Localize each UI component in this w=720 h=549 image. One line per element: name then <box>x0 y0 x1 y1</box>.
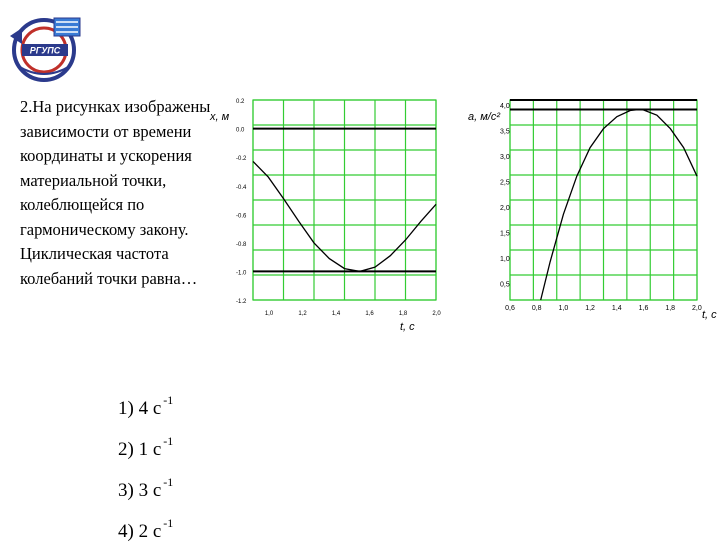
chart1-x-tick-label: 1,6 <box>365 311 374 317</box>
chart2-x-tick-label: 1,4 <box>611 305 622 312</box>
logo-text: РГУПС <box>29 45 61 56</box>
chart1-y-tick-label: -0.4 <box>236 184 247 191</box>
chart2-y-tick-label: 1,0 <box>500 256 510 263</box>
chart2-y-tick-label: 4,0 <box>500 103 510 110</box>
chart1-x-tick-label: 2,0 <box>432 311 441 317</box>
chart1-x-tick-label: 1,8 <box>398 311 408 317</box>
question-body: На рисунках изображены зависимости от времени координаты и ускорения материальной точки, колеблющейся по гармоническому закону. Циклическая частота колебаний точки равна… <box>20 97 211 288</box>
chart2-y-axis-label: a, м/с² <box>468 111 500 123</box>
answer-option-2[interactable]: 2) 1 с $^{-1}$ <box>118 434 174 460</box>
chart2-x-tick-label: 1,8 <box>665 305 676 312</box>
chart1-y-tick-label: -1.0 <box>236 270 247 277</box>
chart1-x-tick-label: 1,4 <box>331 311 341 317</box>
chart1-y-axis-label: x, м <box>210 111 230 123</box>
chart1-y-tick-label: 0.2 <box>236 99 245 105</box>
chart1-x-axis-label: t, с <box>400 321 415 333</box>
answer-option-1[interactable]: 1) 4 с $^{-1}$ <box>118 393 174 419</box>
chart2-x-tick-label: 1,2 <box>585 305 595 312</box>
chart2-x-tick-label: 0,6 <box>505 305 515 312</box>
chart2-x-axis-label: t, с <box>702 309 717 321</box>
question-number: 2. <box>20 97 33 116</box>
chart2-x-tick-label: 1,0 <box>558 305 569 312</box>
chart2-x-tick-label: 0,8 <box>531 305 542 312</box>
chart2-y-tick-label: 0,5 <box>500 281 510 289</box>
answer-option-4[interactable]: 4) 2 с $^{-1}$ <box>118 516 174 542</box>
chart1-x-tick-label: 1,2 <box>298 311 307 317</box>
chart2-y-tick-label: 2,5 <box>500 179 510 187</box>
chart1-y-tick-label: -0.2 <box>236 156 247 163</box>
chart2-y-tick-label: 2,0 <box>500 205 510 212</box>
chart1-y-tick-label: -0.6 <box>236 213 247 220</box>
chart1-y-tick-label: -1.2 <box>236 299 247 306</box>
chart1-x-tick-label: 1,0 <box>264 311 274 317</box>
chart2-y-tick-label: 1,5 <box>500 230 510 238</box>
chart2-x-tick-label: 2,0 <box>692 305 702 312</box>
answer-option-3[interactable]: 3) 3 с $^{-1}$ <box>118 475 174 501</box>
chart2-y-tick-label: 3,5 <box>500 128 510 136</box>
chart2-y-tick-label: 3,0 <box>500 154 510 161</box>
chart1-y-tick-label: -0.8 <box>236 242 247 248</box>
chart2-x-tick-label: 1,6 <box>638 305 649 312</box>
chart1-y-tick-label: 0.0 <box>236 127 245 134</box>
